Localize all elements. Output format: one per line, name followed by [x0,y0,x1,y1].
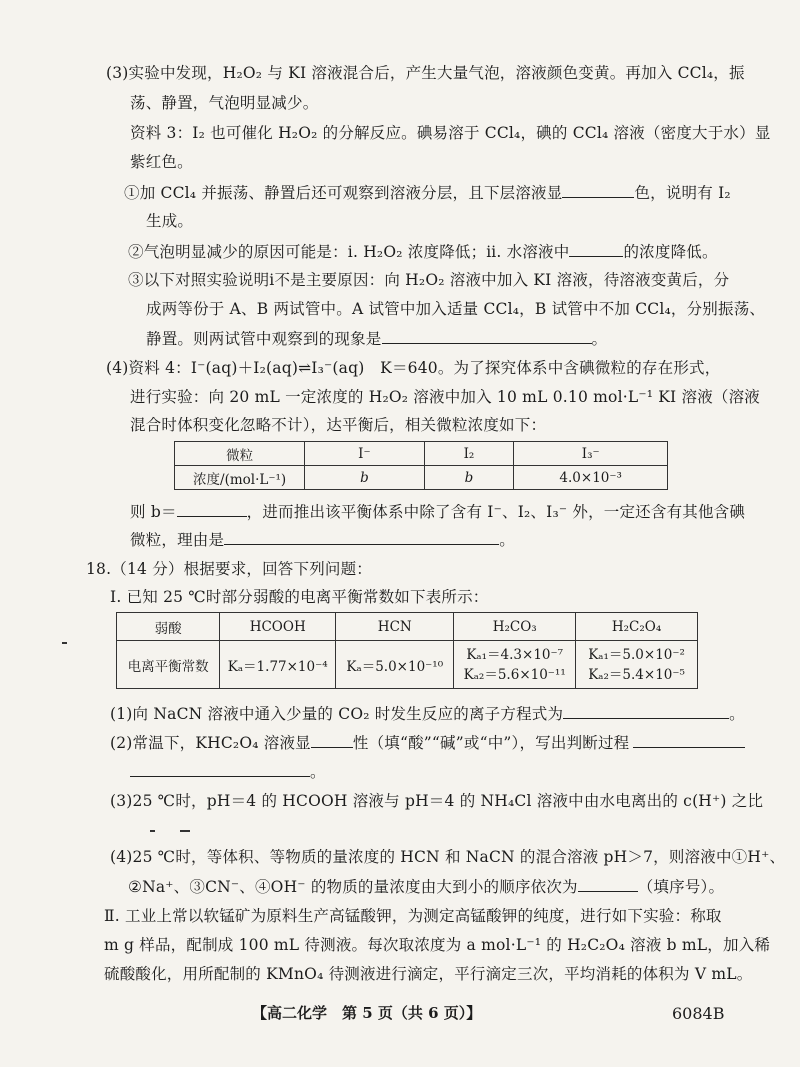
answer-blank-order[interactable] [578,875,638,892]
q3-sub2-text-post: 的浓度降低。 [623,243,718,261]
table-cell [454,641,576,689]
answer-blank-b[interactable] [177,500,247,517]
q18-sub1-text-pre: (1)向 NaCN 溶液中通入少量的 CO₂ 时发生反应的离子方程式为 [110,705,564,723]
q18-sub4-line-2 [128,875,724,898]
q18-sub1 [110,702,745,725]
q4-b-text-post: ，进而推出该平衡体系中除了含有 I⁻、I₂、I₃⁻ 外，一定还含有其他含碘 [246,503,746,521]
answer-blank-color[interactable] [562,181,634,198]
q4-b-text-pre: 则 b＝ [130,503,177,521]
answer-blank-process[interactable] [633,731,745,748]
q18-sub4-text-pre: ②Na⁺、③CN⁻、④OH⁻ 的物质的量浓度由大到小的顺序依次为 [128,878,578,896]
q18-title: 18.（14 分）根据要求，回答下列问题： [86,560,373,578]
table-header-cell: 微粒 [175,442,305,466]
answer-blank-reason[interactable] [224,528,499,545]
table-header-cell: I₃⁻ [514,442,668,466]
q3-sub2-text-pre: ②气泡明显减少的原因可能是：ⅰ. H₂O₂ 浓度降低；ⅱ. 水溶液中 [128,243,570,261]
page-footer: 【高二化学 第 5 页（共 6 页）】 [252,1004,482,1022]
q3-sub3-line-2: 成两等份于 A、B 两试管中。A 试管中加入适量 CCl₄，B 试管中不加 CCl₄，分别振荡、 [146,300,766,318]
species-concentration-table [174,441,668,490]
q3-line-2: 荡、静置，气泡明显减少。 [130,94,319,112]
q3-sub3-line-3 [146,327,607,350]
q18-sub2-text-pre: (2)常温下，KHC₂O₄ 溶液显 [110,734,311,752]
stray-mark [180,830,190,832]
stray-mark [150,830,155,832]
q3-line-1: (3)实验中发现，H₂O₂ 与 KI 溶液混合后，产生大量气泡，溶液颜色变黄。再加入 CCl₄，振 [106,64,745,82]
q4-reason-text-post: 。 [499,531,515,549]
q18-part-i: Ⅰ. 已知 25 ℃时部分弱酸的电离平衡常数如下表所示： [110,588,489,606]
q4-line-1: (4)资料 4：I⁻(aq)＋I₂(aq)⇌I₃⁻(aq) K＝640。为了探究体系中含碘微粒的存在形式， [106,359,721,377]
q18-sub1-text-post: 。 [729,705,745,723]
ka2-value: Kₐ₂＝5.4×10⁻⁵ [588,666,685,683]
q3-sub1-line [124,181,731,204]
q18-sub2 [110,731,745,754]
stray-mark [62,642,67,644]
table-header-cell: I₂ [424,442,514,466]
table-header-cell: H₂CO₃ [454,613,576,641]
q18-part-ii-line-3: 硫酸酸化，用所配制的 KMnO₄ 待测液进行滴定，平行滴定三次，平均消耗的体积为 V mL。 [104,965,753,983]
q3-sub1-text-post: 色，说明有 I₂ [634,184,731,202]
table-cell: 4.0×10⁻³ [514,466,668,490]
q4-line-2: 进行实验：向 20 mL 一定浓度的 H₂O₂ 溶液中加入 10 mL 0.10 mol·L⁻¹ KI 溶液（溶液 [130,388,760,406]
q18-sub4-line-1: (4)25 ℃时，等体积、等物质的量浓度的 HCN 和 NaCN 的混合溶液 pH＞7，则溶液中①H⁺、 [110,848,786,866]
q3-sub1-text-pre: ①加 CCl₄ 并振荡、静置后还可观察到溶液分层，且下层溶液显 [124,184,563,202]
table-row-label: 电离平衡常数 [117,641,220,689]
ka1-value: Kₐ₁＝5.0×10⁻² [588,646,685,663]
material3-line-2: 紫红色。 [130,153,193,171]
q4-reason-text-pre: 微粒，理由是 [130,531,225,549]
material3-line-1: 资料 3：I₂ 也可催化 H₂O₂ 的分解反应。碘易溶于 CCl₄，碘的 CCl₄ 溶液（密度大于水）显 [130,124,771,142]
q3-sub2-line [128,240,718,263]
q3-sub3-text-pre: 静置。则两试管中观察到的现象是 [146,330,382,348]
ionization-constant-table [116,612,698,689]
q3-sub3-text-post: 。 [591,330,608,348]
answer-blank-equation[interactable] [563,702,729,719]
ka1-value: Kₐ₁＝4.3×10⁻⁷ [466,646,564,663]
ka2-value: Kₐ₂＝5.6×10⁻¹¹ [463,666,566,683]
table-cell: Kₐ＝1.77×10⁻⁴ [220,641,336,689]
q18-part-ii-line-1: Ⅱ. 工业上常以软锰矿为原料生产高锰酸钾，为测定高锰酸钾的纯度，进行如下实验：称取 [104,907,722,925]
table-cell: Kₐ＝5.0×10⁻¹⁰ [336,641,454,689]
answer-blank-phenomenon[interactable] [382,327,592,344]
table-header-cell: HCN [336,613,454,641]
answer-blank-acidity[interactable] [311,731,353,748]
table-header-cell: H₂C₂O₄ [576,613,698,641]
table-cell: b [305,466,424,490]
q18-sub2-line-2 [130,760,326,783]
q18-sub4-text-post: （填序号）。 [637,878,725,896]
table-header-cell: I⁻ [305,442,424,466]
table-cell: 浓度/(mol·L⁻¹) [175,466,305,490]
q4-line-4 [130,500,745,523]
paper-code: 6084B [672,1004,725,1023]
q3-sub3-line-1: ③以下对照实验说明ⅰ不是主要原因：向 H₂O₂ 溶液中加入 KI 溶液，待溶液变黄后，分 [128,271,730,289]
q3-sub1-line-2: 生成。 [146,212,194,230]
q4-line-5 [130,528,515,551]
q18-part-ii-line-2: m g 样品，配制成 100 mL 待测液。每次取浓度为 a mol·L⁻¹ 的 H₂C₂O₄ 溶液 b mL，加入稀 [104,936,771,954]
table-header-cell: HCOOH [220,613,336,641]
table-cell: b [424,466,514,490]
answer-blank-species[interactable] [569,240,623,257]
q18-sub2-text-post: 。 [310,763,326,781]
table-header-cell: 弱酸 [117,613,220,641]
q18-sub3: (3)25 ℃时，pH＝4 的 HCOOH 溶液与 pH＝4 的 NH₄Cl 溶液中由水电离出的 c(H⁺) 之比 [110,792,764,810]
answer-blank-process-cont[interactable] [130,760,310,777]
table-cell [576,641,698,689]
q18-sub2-text-mid: 性（填“酸”“碱”或“中”），写出判断过程 [352,734,630,752]
q4-line-3: 混合时体积变化忽略不计），达平衡后，相关微粒浓度如下： [130,416,547,434]
